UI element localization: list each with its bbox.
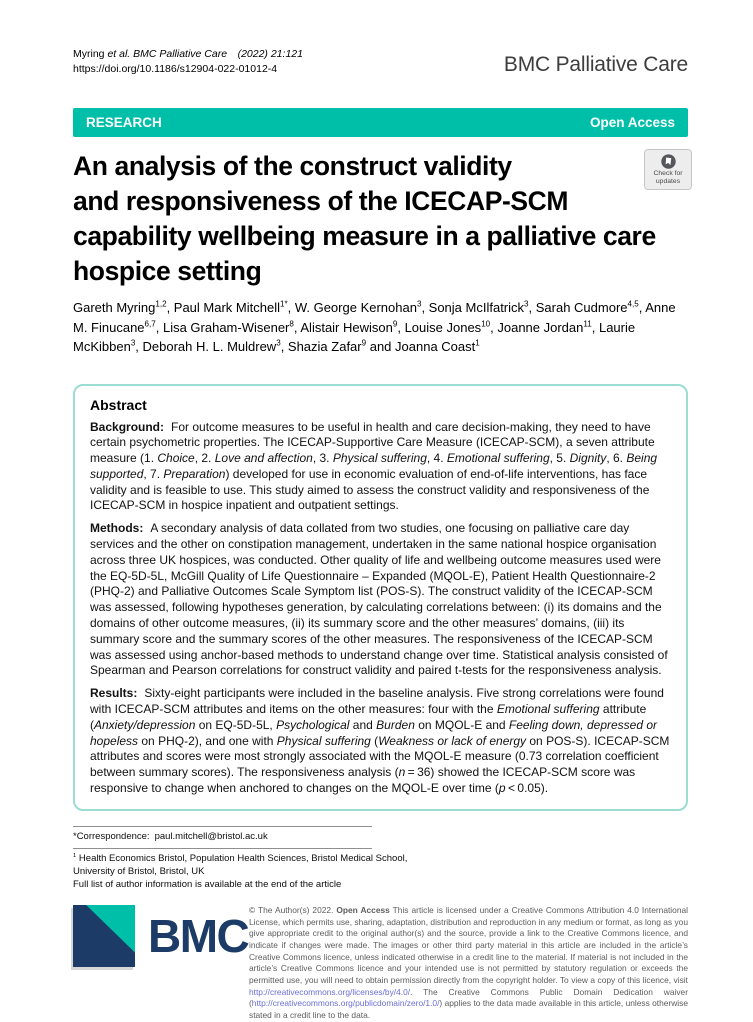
abstract-methods bbox=[90, 521, 671, 679]
bmc-logo-word: BMC bbox=[148, 909, 249, 962]
author-list: Gareth Myring$^{1,2}$, Paul Mark Mitchell$^{1*}$, W. George Kernohan$^3$, Sonja McIlfatrick$^3$, Sarah Cudmore$^{4,5}$, Anne M. Finucane$^{6,7}$, Lisa Graham-Wisener$^8$, Alistair Hewison$^9$, Louise Jones$^{10}$, Joanne Jordan$^{11}$, Laurie McKibben$^3$, Deborah H. L. Muldrew$^3$, Shazia Zafar$^9$ and Joanna Coast$^1$ bbox=[73, 299, 676, 354]
abstract-results bbox=[90, 686, 671, 797]
section-text: Sixty-eight participants were included in the baseline analysis. Five strong correlations were found with ICECAP-SCM attributes and items on the other measures: four with the Emotional suffering attribute (Anxiety/depression on EQ-5D-5L, Psychological and Burden on MQOL-E and Feeling down, depressed or hopeless on PHQ-2), and one with Physical suffering (Weakness or lack of energy on POS-S). ICECAP-SCM attributes and scores were most strongly associated with the MQOL-E measure (0.73 correlation coefficient between summary scores). The responsiveness analysis (n = 36) showed the ICECAP-SCM score was responsive to change when anchored to changes on the MQOL-E over time (p < 0.05). bbox=[90, 686, 670, 796]
article-title bbox=[73, 149, 656, 289]
abstract-heading: Abstract bbox=[90, 396, 147, 413]
page-header bbox=[73, 42, 688, 76]
affiliation-sup: 1 bbox=[73, 852, 77, 859]
section-text: For outcome measures to be useful in health and care decision-making, they need to have certain psychometric properties. The ICECAP-Supportive Care Measure (ICECAP-SCM), a seven attribute measure (1. Choice, 2. Love and affection, 3. Physical suffering, 4. Emotional suffering, 5. Dignity, 6. Being supported, 7. Preparation) developed for use in economic evaluation of end-of-life interventions, has face validity and is feasible to use. This study aimed to assess the construct validity and responsiveness of the ICECAP-SCM in hospice inpatient and outpatient settings. bbox=[90, 419, 658, 513]
citation-line: Myring et al. BMC Palliative Care (2022) 21:121 bbox=[73, 48, 303, 60]
title-line: and responsiveness of the ICECAP-SCM bbox=[73, 186, 569, 216]
title-row bbox=[73, 149, 688, 289]
footnote-rule bbox=[73, 826, 372, 827]
abstract-background bbox=[90, 420, 671, 515]
section-label: Methods: bbox=[90, 521, 144, 536]
link[interactable]: http://creativecommons.org/licenses/by/4.0/ bbox=[249, 986, 411, 997]
open-access-label: Open Access bbox=[589, 115, 675, 130]
footnotes bbox=[73, 826, 414, 891]
abstract-box bbox=[73, 384, 688, 811]
page-footer bbox=[73, 905, 688, 1022]
author-info-note: Full list of author information is available at the end of the article bbox=[73, 878, 342, 890]
section-label: Results: bbox=[90, 686, 138, 701]
link[interactable]: http://creativecommons.org/publicdomain/zero/1.0/ bbox=[251, 998, 440, 1009]
check-for-updates-badge[interactable] bbox=[644, 149, 692, 190]
correspondence-email[interactable]: paul.mitchell@bristol.ac.uk bbox=[154, 830, 268, 842]
affiliation-line bbox=[73, 852, 414, 878]
correspondence-line bbox=[73, 830, 414, 843]
affiliation-text: Health Economics Bristol, Population Health Sciences, Bristol Medical School, University of Bristol, Bristol, UK bbox=[73, 852, 408, 877]
crossmark-icon bbox=[661, 154, 676, 169]
correspondence-label: *Correspondence: bbox=[73, 830, 150, 842]
title-line: capability wellbeing measure in a palliative care bbox=[73, 221, 656, 251]
badge-label-line2: updates bbox=[655, 177, 681, 185]
article-type-label: RESEARCH bbox=[86, 115, 162, 130]
section-text: A secondary analysis of data collated from two studies, one focusing on palliative care day services and the other on constipation management, undertaken in the same national hospice organisation across three UK hospices, was conducted. Other quality of life and wellbeing outcome measures used were the EQ-5D-5L, McGill Quality of Life Questionnaire – Expanded (MQOL-E), Patient Health Questionnaire-2 (PHQ-2) and Palliative Outcomes Scale Symptom list (POS-S). The construct validity of the ICECAP-SCM was assessed, following hypotheses generation, by calculating correlations between: (i) its domains and the domains of other outcome measures, (ii) its summary score and the other measures’ domains, (iii) its summary score and the summary scores of the other measures. The responsiveness of the ICECAP-SCM was assessed using anchor-based methods to understand change over time. Statistical analysis consisted of Spearman and Pearson correlations for construct validity and paired t-tests for the responsiveness analysis. bbox=[90, 521, 668, 678]
doi-line: https://doi.org/10.1186/s12904-022-01012-4 bbox=[73, 62, 278, 75]
section-label: Background: bbox=[90, 419, 165, 434]
bmc-logo bbox=[73, 905, 249, 967]
copyright-text: © The Author(s) 2022. Open Access This article is licensed under a Creative Commons Attribution 4.0 International License, which permits use, sharing, adaptation, distribution and reproduction in any medium or format, as long as you give appropriate credit to the original author(s) and the source, provide a link to the Creative Commons licence, and indicate if changes were made. The images or other third party material in this article are included in the article’s Creative Commons licence, unless indicated otherwise in a credit line to the material. If material is not included in the article’s Creative Commons licence and your intended use is not permitted by statutory regulation or exceeds the permitted use, you will need to obtain permission directly from the copyright holder. To view a copy of this licence, visit http://creativecommons.org/licenses/by/4.0/. The Creative Commons Public Domain Dedication waiver (http://creativecommons.org/publicdomain/zero/1.0/) applies to the data made available in this article, unless otherwise stated in a credit line to the data. bbox=[249, 904, 688, 1021]
citation-block bbox=[73, 47, 303, 76]
bmc-logo-icon bbox=[73, 905, 135, 967]
title-line: An analysis of the construct validity bbox=[73, 151, 512, 181]
badge-label-line1: Check for bbox=[653, 169, 683, 177]
title-line: hospice setting bbox=[73, 256, 262, 286]
footnote-rule bbox=[73, 848, 372, 849]
journal-wordmark: BMC Palliative Care bbox=[503, 53, 688, 76]
article-type-banner bbox=[73, 108, 688, 137]
